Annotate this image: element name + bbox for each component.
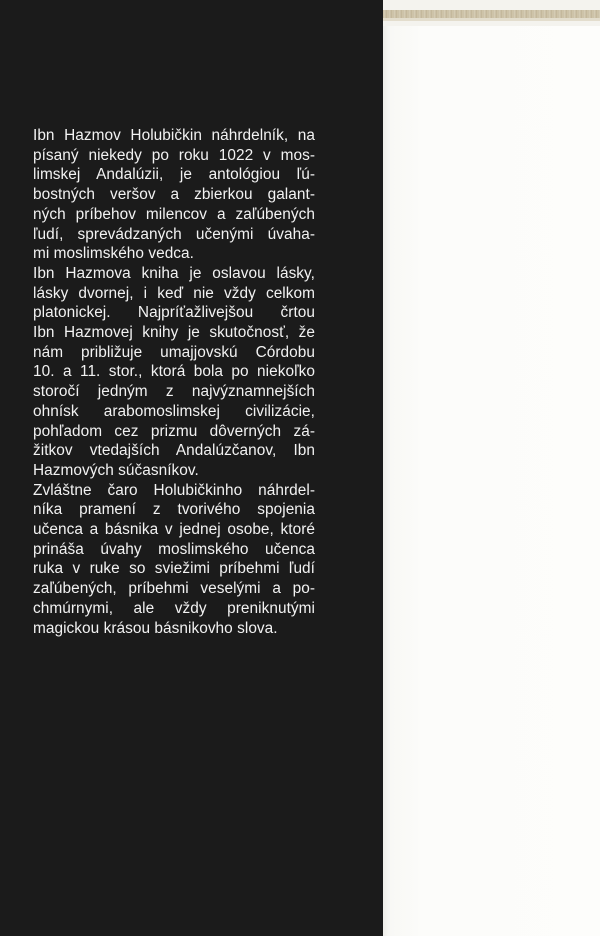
blurb-line: nám približuje umajjovskú Córdobu: [33, 343, 315, 361]
blurb-line: limskej Andalúzii, je antológiou ľú-: [33, 166, 315, 184]
blurb-line: Zvláštne čaro Holubičkinho náhrdel-: [33, 481, 315, 499]
blurb-line: ľudí, sprevádzaných učenými úvaha-: [33, 225, 315, 243]
blurb-line: níka pramení z tvorivého spojenia: [33, 501, 315, 519]
blurb-text: [33, 126, 315, 638]
blurb-line: žitkov vtedajších Andalúzčanov, Ibn: [33, 442, 315, 460]
blurb-line: mi moslimského vedca.: [33, 245, 194, 263]
blurb-line: chmúrnymi, ale vždy preniknutými: [33, 599, 315, 617]
blurb-line: prináša úvahy moslimského učenca: [33, 540, 315, 558]
tape-band: [383, 10, 600, 18]
blurb-line: storočí jedným z najvýznamnejších: [33, 383, 315, 401]
blurb-line: lásky dvornej, i keď nie vždy celkom: [33, 284, 315, 302]
blurb-line: ohnísk arabomoslimskej civilizácie,: [33, 402, 315, 420]
blurb-line: ných príbehov milencov a zaľúbených: [33, 205, 315, 223]
blurb-line: Ibn Hazmovej knihy je skutočnosť, že: [33, 324, 315, 342]
blurb-line: 10. a 11. stor., ktorá bola po niekoľko: [33, 363, 315, 381]
blurb-line: Ibn Hazmova kniha je oslavou lásky,: [33, 264, 315, 282]
tape-shadow: [383, 18, 600, 21]
blurb-line: Hazmových súčasníkov.: [33, 461, 199, 479]
blurb-line: Ibn Hazmov Holubičkin náhrdelník, na: [33, 127, 315, 144]
blurb-line: zaľúbených, príbehmi veselými a po-: [33, 580, 315, 598]
blurb-line: bostných veršov a zbierkou galant-: [33, 186, 315, 204]
blurb-line: pohľadom cez prizmu dôverných zá-: [33, 422, 315, 440]
top-tape-strip: [383, 0, 600, 26]
blurb-line: učenca a básnika v jednej osobe, ktoré: [33, 521, 315, 539]
blurb-line: písaný niekedy po roku 1022 v mos-: [33, 146, 315, 164]
blurb-line: ruka v ruke so sviežimi príbehmi ľudí: [33, 560, 315, 578]
blurb-line: platonickej. Najpríťažlivejšou črtou: [33, 304, 315, 322]
white-flap: [383, 0, 600, 936]
blurb-line: magickou krásou básnikovho slova.: [33, 619, 278, 637]
